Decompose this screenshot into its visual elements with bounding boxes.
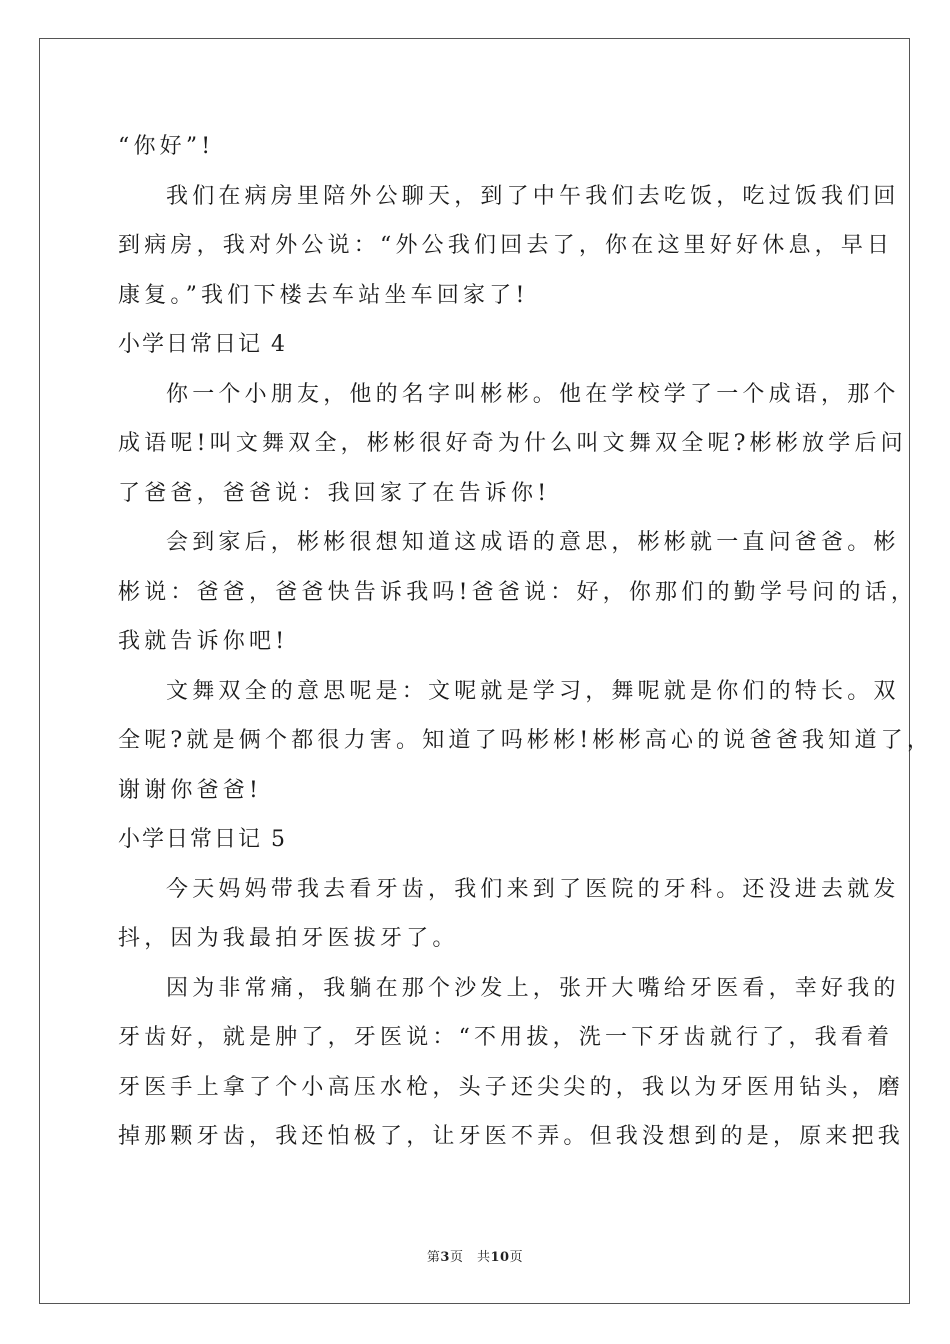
footer-middle: 页 共 <box>449 1250 491 1265</box>
text-line: 了爸爸，爸爸说：我回家了在告诉你! <box>118 480 551 506</box>
text-line: 全呢?就是俩个都很力害。知道了吗彬彬!彬彬高心的说爸爸我知道了， <box>118 728 934 753</box>
text-line: 抖，因为我最拍牙医拔牙了。 <box>118 926 459 951</box>
footer-suffix: 页 <box>509 1250 524 1265</box>
text-line: 掉那颗牙齿，我还怕极了，让牙医不弄。但我没想到的是，原来把我 <box>118 1124 905 1149</box>
footer-prefix: 第 <box>426 1250 441 1265</box>
paragraph-start: 我们在病房里陪外公聊天，到了中午我们去吃饭，吃过饭我们回 <box>166 183 900 209</box>
text-line: 我就告诉你吧! <box>118 629 289 654</box>
paragraph-start: 因为非常痛，我躺在那个沙发上，张开大嘴给牙医看，幸好我的 <box>166 975 900 1001</box>
text-line: 牙齿好，就是肿了，牙医说：“不用拔，洗一下牙齿就行了，我看着 <box>118 1025 894 1050</box>
text-line: 牙医手上拿了个小高压水枪，头子还尖尖的，我以为牙医用钻头，磨 <box>118 1074 905 1100</box>
paragraph-start: 你一个小朋友，他的名字叫彬彬。他在学校学了一个成语，那个 <box>166 381 900 407</box>
section-heading: 小学日常日记 4 <box>118 332 287 357</box>
text-line: 彬说：爸爸，爸爸快告诉我吗!爸爸说：好，你那们的勤学号问的话， <box>118 579 918 605</box>
total-page-count: 10 <box>490 1250 510 1265</box>
paragraph-start: 文舞双全的意思呢是：文呢就是学习，舞呢就是你们的特长。双 <box>166 678 900 704</box>
section-heading: 小学日常日记 5 <box>118 827 287 852</box>
text-line: 康复。”我们下楼去车站坐车回家了! <box>118 282 529 308</box>
text-line: 成语呢!叫文舞双全，彬彬很好奇为什么叫文舞双全呢?彬彬放学后问 <box>118 431 907 456</box>
paragraph-start: 今天妈妈带我去看牙齿，我们来到了医院的牙科。还没进去就发 <box>166 876 900 902</box>
text-line: “你好”! <box>118 134 215 159</box>
document-body <box>118 128 934 1168</box>
text-line: 谢谢你爸爸! <box>118 777 263 803</box>
current-page-number: 3 <box>440 1250 450 1265</box>
paragraph-start: 会到家后，彬彬很想知道这成语的意思，彬彬就一直问爸爸。彬 <box>166 530 900 555</box>
text-line: 到病房，我对外公说：“外公我们回去了，你在这里好好休息，早日 <box>118 233 894 258</box>
page-footer <box>0 1246 950 1265</box>
